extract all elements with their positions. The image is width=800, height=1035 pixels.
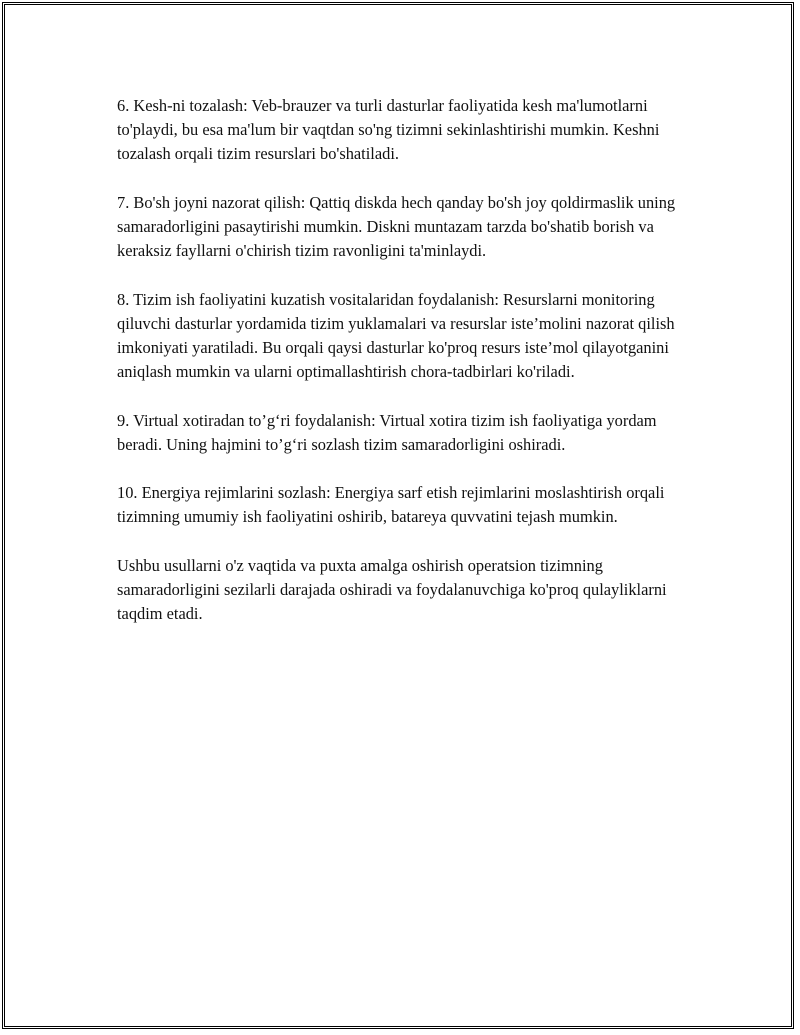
document-body (117, 94, 697, 626)
paragraph-item-9: 9. Virtual xotiradan to’g‘ri foydalanish: Virtual xotira tizim ish faoliyatiga yordam beradi. Uning hajmini to’g‘ri sozlash tizim samaradorligini oshiradi. (117, 410, 657, 454)
paragraph-item-7: 7. Bo'sh joyni nazorat qilish: Qattiq diskda hech qanday bo'sh joy qoldirmaslik uning samaradorligini pasaytirishi mumkin. Diskni muntazam tarzda bo'shatib borish va keraksiz fayllarni o'chirish tizim ravonligini ta'minlaydi. (117, 192, 676, 261)
paragraph-item-8: 8. Tizim ish faoliyatini kuzatish vositalaridan foydalanish: Resurslarni monitoring qiluvchi dasturlar yordamida tizim yuklamalari va resurslar iste’molini nazorat qilish imkoniyati yaratiladi. Bu orqali qaysi dasturlar ko'proq resurs iste’mol qilayotganini aniqlash mumkin va ularni optimallashtirish chora-tadbirlari ko'riladi. (117, 289, 675, 382)
paragraph-item-10: 10. Energiya rejimlarini sozlash: Energiya sarf etish rejimlarini moslashtirish orqali tizimning umumiy ish faoliyatini oshirib, batareya quvvatini tejash mumkin. (117, 483, 665, 527)
paragraph-item-6: 6. Kesh-ni tozalash: Veb-brauzer va turli dasturlar faoliyatida kesh ma'lumotlarni to'playdi, bu esa ma'lum bir vaqtdan so'ng tizimni sekinlashtirishi mumkin. Keshni tozalash orqali tizim resurslari bo'shatiladi. (117, 96, 660, 164)
closing-paragraph: Ushbu usullarni o'z vaqtida va puxta amalga oshirish operatsion tizimning samaradorligini sezilarli darajada oshiradi va foydalanuvchiga ko'proq qulayliklarni taqdim etadi. (117, 555, 667, 624)
